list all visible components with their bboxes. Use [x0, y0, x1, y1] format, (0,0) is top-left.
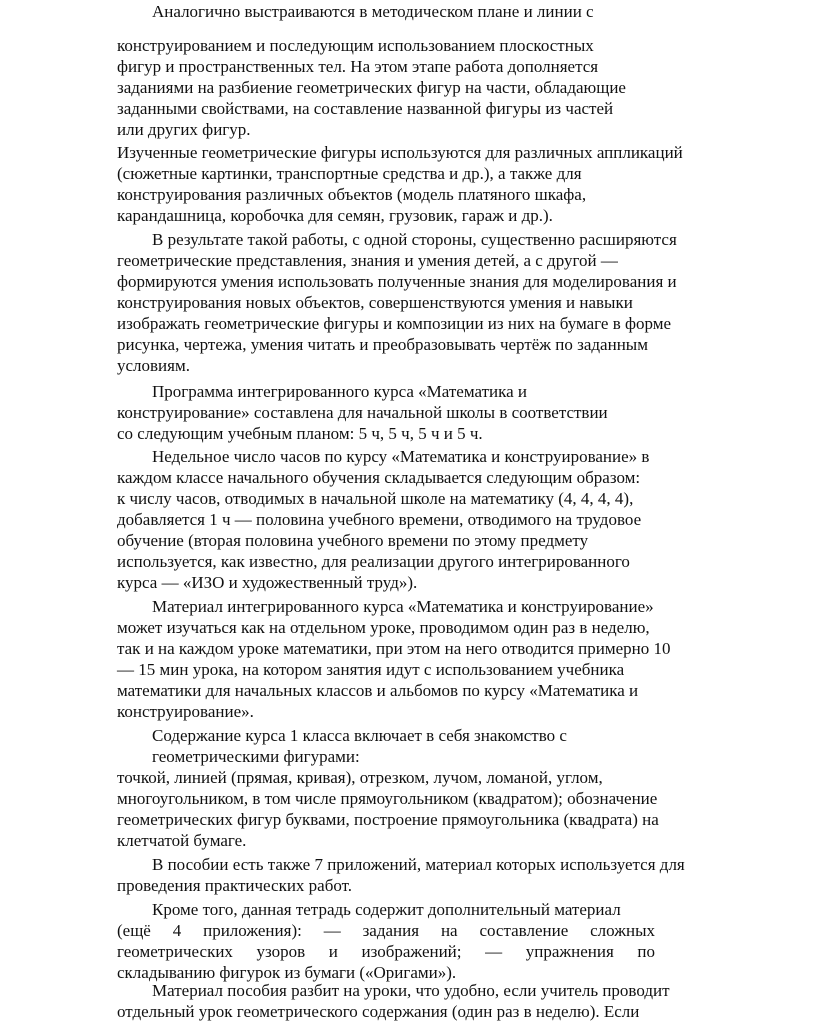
text-line: заданиями на разбиение геометрических фигур на части, обладающие	[117, 78, 626, 97]
text-line: со следующим учебным планом: 5 ч, 5 ч, 5 ч и 5 ч.	[117, 424, 483, 443]
text-line: Материал интегрированного курса «Математика и конструирование»	[152, 597, 654, 616]
text-line: используется, как известно, для реализации другого интегрированного	[117, 552, 630, 571]
text-line: Содержание курса 1 класса включает в себя знакомство с	[152, 726, 567, 745]
text-line: конструирование».	[117, 702, 254, 721]
text-line: В результате такой работы, с одной стороны, существенно расширяются	[152, 230, 677, 249]
text-line: формируются умения использовать полученные знания для моделирования и	[117, 272, 677, 291]
text-line: конструирование» составлена для начальной школы в соответствии	[117, 403, 608, 422]
text-line: Программа интегрированного курса «Математика и	[152, 382, 528, 401]
text-line: Аналогично выстраиваются в методическом плане и линии с	[152, 2, 594, 21]
text-line: фигур и пространственных тел. На этом этапе работа дополняется	[117, 57, 599, 76]
text-line: — 15 мин урока, на котором занятия идут с использованием учебника	[117, 660, 625, 679]
text-line: геометрическими фигурами:	[152, 747, 360, 766]
text-line: клетчатой бумаге.	[117, 831, 247, 850]
text-line: обучение (вторая половина учебного времени по этому предмету	[117, 531, 589, 550]
text-line: конструированием и последующим использованием плоскостных	[117, 36, 594, 55]
text-line: Материал пособия разбит на уроки, что удобно, если учитель проводит	[152, 981, 670, 1000]
text-line: складыванию фигурок из бумаги («Оригами»).	[117, 963, 457, 982]
text-line: условиям.	[117, 356, 190, 375]
text-line: добавляется 1 ч — половина учебного времени, отводимого на трудовое	[117, 510, 642, 529]
text-line: Недельное число часов по курсу «Математика и конструирование» в	[152, 447, 650, 466]
text-line: геометрических фигур буквами, построение прямоугольника (квадрата) на	[117, 810, 659, 829]
text-line: заданными свойствами, на составление названной фигуры из частей	[117, 99, 614, 118]
text-line: геометрические представления, знания и умения детей, а с другой —	[117, 251, 618, 270]
text-line: так и на каждом уроке математики, при этом на него отводится примерно 10	[117, 639, 671, 658]
text-line: геометрических узоров и изображений; — упражнения по	[117, 942, 655, 961]
text-line: проведения практических работ.	[117, 876, 353, 895]
text-line: курса — «ИЗО и художественный труд»).	[117, 573, 418, 592]
text-line: рисунка, чертежа, умения читать и преобразовывать чертёж по заданным	[117, 335, 648, 354]
text-line: может изучаться как на отдельном уроке, проводимом один раз в неделю,	[117, 618, 650, 637]
text-line: В пособии есть также 7 приложений, материал которых используется для	[152, 855, 685, 874]
text-line: или других фигур.	[117, 120, 251, 139]
text-line: Изученные геометрические фигуры используются для различных аппликаций	[117, 143, 683, 162]
text-line: (ещё 4 приложения): — задания на составление сложных	[117, 921, 655, 940]
text-line: каждом классе начального обучения складывается следующим образом:	[117, 468, 641, 487]
text-line: математики для начальных классов и альбомов по курсу «Математика и	[117, 681, 639, 700]
text-line: (сюжетные картинки, транспортные средства и др.), а также для	[117, 164, 582, 183]
text-line: многоугольником, в том числе прямоугольником (квадратом); обозначение	[117, 789, 658, 808]
text-line: конструирования различных объектов (модель платяного шкафа,	[117, 185, 587, 204]
text-line: к числу часов, отводимых в начальной школе на математику (4, 4, 4, 4),	[117, 489, 634, 508]
text-line: отдельный урок геометрического содержания (один раз в неделю). Если	[117, 1002, 640, 1021]
text-line: изображать геометрические фигуры и композиции из них на бумаге в форме	[117, 314, 672, 333]
text-line: конструирования новых объектов, совершенствуются умения и навыки	[117, 293, 633, 312]
text-line: карандашница, коробочка для семян, грузовик, гараж и др.).	[117, 206, 553, 225]
text-line: Кроме того, данная тетрадь содержит дополнительный материал	[152, 900, 621, 919]
text-line: точкой, линией (прямая, кривая), отрезком, лучом, ломаной, углом,	[117, 768, 603, 787]
